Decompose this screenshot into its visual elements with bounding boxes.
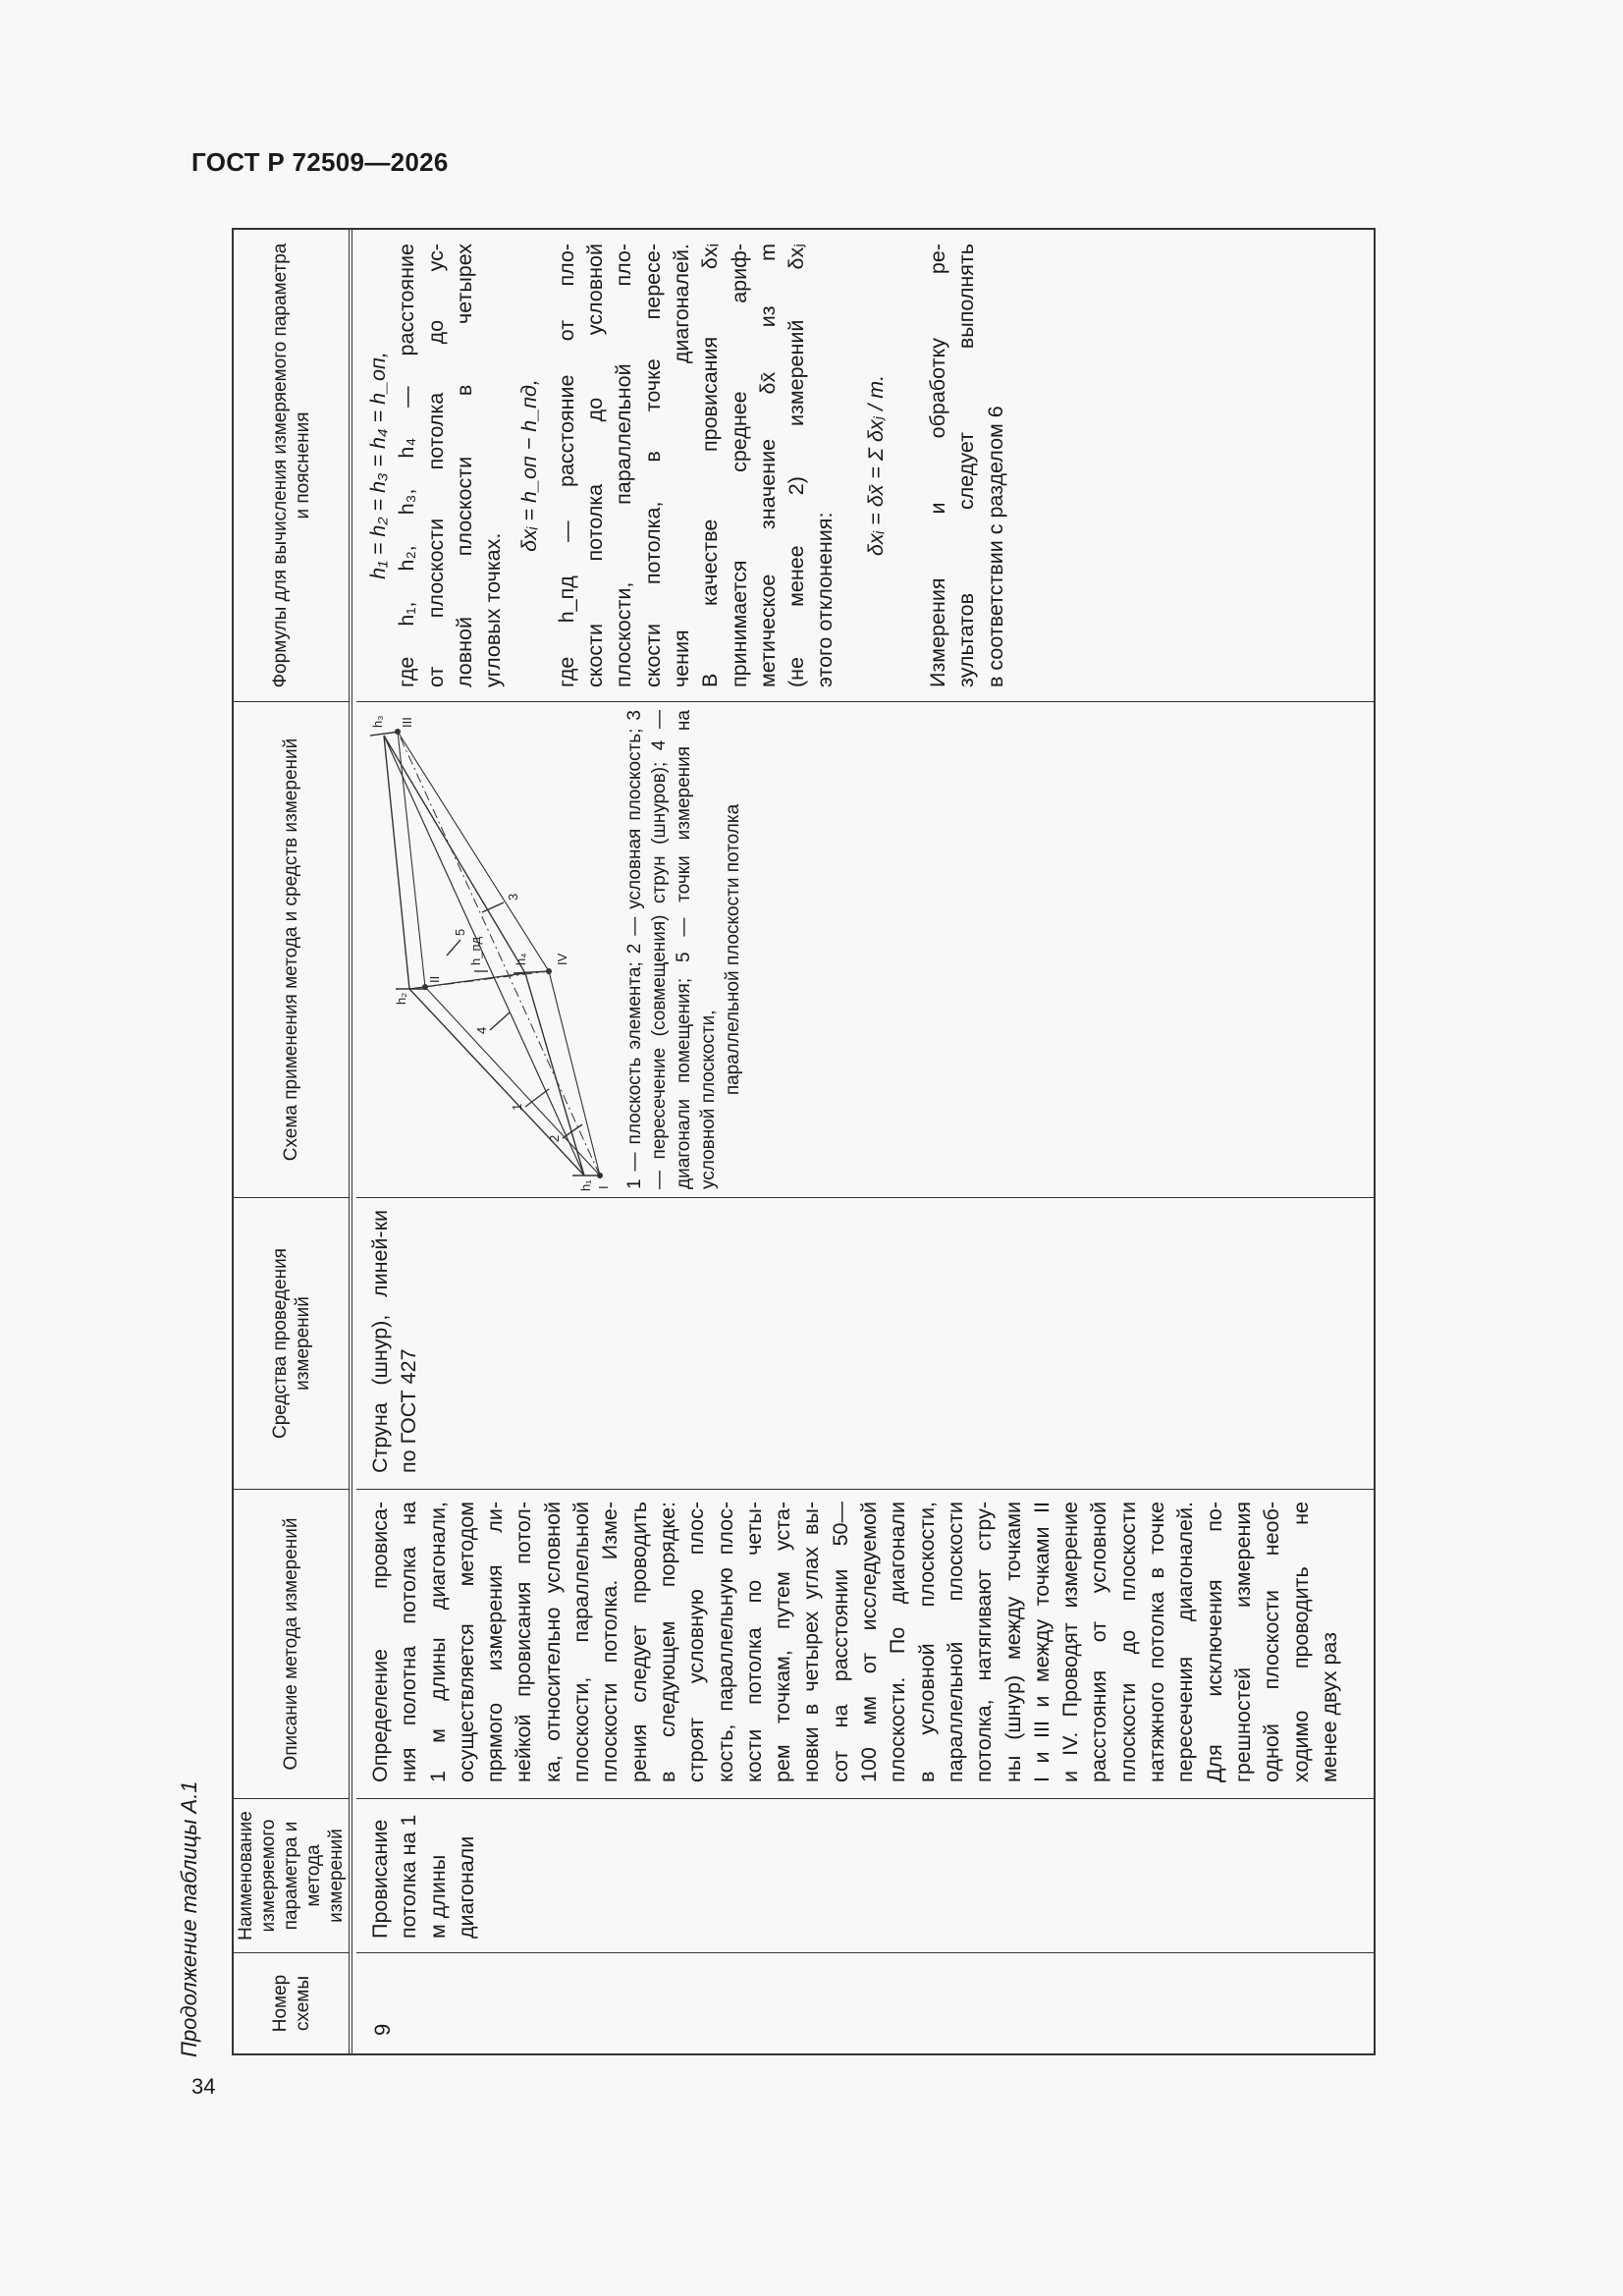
header-scheme: Схема применения метода и средств измерений <box>234 702 349 1198</box>
corner-label-iv: IV <box>555 953 569 965</box>
text-line: (не менее 2) измерений δxⱼ <box>784 244 809 687</box>
callout-5: 5 <box>453 928 467 936</box>
text-line: и IV. Проводят измерение <box>1058 1502 1083 1782</box>
height-label-h4: h₄ <box>514 953 528 965</box>
text-line: чения диагоналей. <box>669 244 693 687</box>
text-line: плоскости. По диагонали <box>886 1502 910 1782</box>
text-line: строят условную плос- <box>684 1502 709 1782</box>
text-line: нейкой провисания потол- <box>512 1502 536 1782</box>
text-line: кости потолка по четы- <box>741 1502 766 1782</box>
cell-scheme <box>356 702 1374 1198</box>
text-line: одной плоскости необ- <box>1260 1502 1284 1782</box>
page-number: 34 <box>191 2074 216 2099</box>
callout-1: 1 <box>510 1103 524 1111</box>
header-formulas: Формулы для вычисления измеряемого параметра и пояснения <box>234 230 349 702</box>
formula-sag-deviation: δxᵢ = h_оп − h_пд, <box>517 379 542 552</box>
text-line: 100 мм от исследуемой <box>857 1502 882 1782</box>
text-line: метическое значение δx̄ из m <box>755 244 780 687</box>
text-line: ны (шнур) между точками <box>1001 1502 1025 1782</box>
cell-formulas <box>356 230 1374 702</box>
formula-equal-heights: h₁ = h₂ = h₃ = h₄ = h_оп, <box>366 352 390 579</box>
text-line: плоскости до плоскости <box>1115 1502 1140 1782</box>
formula-mean-sag: δxᵢ = δx̄ = Σ δxⱼ / m. <box>863 374 888 557</box>
corner-label-i: I <box>596 1185 611 1189</box>
text-line: зультатов следует выполнять <box>954 244 979 687</box>
height-label-h3: h₃ <box>370 715 385 728</box>
text-line: 1 м длины диагонали, <box>425 1502 450 1782</box>
corner-label-ii: II <box>427 975 442 983</box>
text-line: ка, относительно условной <box>540 1502 565 1782</box>
height-label-h1: h₁ <box>578 1179 593 1191</box>
text-line: Для исключения по- <box>1202 1502 1226 1782</box>
text-line: где h₁, h₂, h₃, h₄ — расстояние <box>395 244 419 687</box>
text-line: В качестве провисания δxᵢ <box>698 244 723 687</box>
text-line: натяжного потолка в точке <box>1145 1502 1169 1782</box>
text-line: потолка, натягивают стру- <box>972 1502 997 1782</box>
text-line: от плоскости потолка до ус- <box>423 244 448 687</box>
cell-param-name: Провисание потолка на 1 м длины диагонали <box>356 1799 1374 1953</box>
text-line: скости потолка до условной <box>583 244 608 687</box>
text-line: расстояния от условной <box>1087 1502 1111 1782</box>
text-line: пересечения диагоналей. <box>1173 1502 1198 1782</box>
table-caption: Продолжение таблицы А.1 <box>177 1780 201 2057</box>
height-label-hpd: h_пд <box>468 936 483 965</box>
text-line: скости потолка, в точке пересе- <box>640 244 665 687</box>
text-line: этого отклонения: <box>813 512 838 687</box>
height-label-h2: h₂ <box>394 992 408 1005</box>
table-a1-continued <box>232 228 1376 2055</box>
table-header-row <box>234 230 352 2053</box>
method-description-text <box>356 1490 1344 1798</box>
diagram-legend: 1 — плоскость элемента; 2 — условная плоскость; 3 — пересечение (совмещения) струн (шнуров); 4 — диагонали помещения; 5 — точки измерения на условной плоскости, параллельной плоскости потолка <box>624 710 743 1189</box>
text-line: прямого измерения ли- <box>483 1502 508 1782</box>
text-line: сот на расстоянии 50— <box>828 1502 852 1782</box>
text-line: грешностей измерения <box>1230 1502 1255 1782</box>
header-method-description: Описание метода измерений <box>234 1490 349 1799</box>
callout-2: 2 <box>547 1134 562 1142</box>
text-line: Измерения и обработку ре- <box>926 244 950 687</box>
callout-3: 3 <box>506 893 520 901</box>
text-line: новки в четырех углах вы- <box>799 1502 824 1782</box>
text-line: кость, параллельную плос- <box>713 1502 737 1782</box>
header-param-name: Наименование измеряемого параметра и метода измерений <box>234 1799 349 1953</box>
text-line: плоскости, параллельной пло- <box>612 244 636 687</box>
table-row <box>356 230 1374 2053</box>
text-line: ловной плоскости в четырех <box>452 244 476 687</box>
ceiling-sag-diagram <box>356 701 612 1197</box>
text-line: I и III и между точками II <box>1029 1502 1054 1782</box>
text-line: менее двух раз <box>1317 1632 1341 1782</box>
formulas-text <box>356 230 1010 701</box>
text-line: Определение провиса- <box>368 1502 392 1782</box>
text-line: где h_пд — расстояние от пло- <box>554 244 578 687</box>
text-line: в следующем порядке: <box>655 1502 679 1782</box>
text-line: в соответствии с разделом 6 <box>983 406 1007 687</box>
text-line: плоскости, параллельной <box>569 1502 594 1782</box>
text-line: угловых точках. <box>481 532 506 687</box>
text-line: параллельной плоскости <box>943 1502 967 1782</box>
document-header: ГОСТ Р 72509—2026 <box>191 147 449 177</box>
text-line: рения следует проводить <box>626 1502 651 1782</box>
callout-4: 4 <box>474 1026 489 1034</box>
cell-instruments: Струна (шнур), линей-ки по ГОСТ 427 <box>356 1198 1374 1490</box>
text-line: в условной плоскости, <box>914 1502 939 1782</box>
cell-scheme-number: 9 <box>370 2023 395 2036</box>
text-line: ходимо проводить не <box>1288 1502 1313 1782</box>
text-line: ния полотна потолка на <box>397 1502 421 1782</box>
corner-label-iii: III <box>400 717 414 728</box>
text-line: принимается среднее ариф- <box>727 244 751 687</box>
text-line: плоскости потолка. Изме- <box>598 1502 622 1782</box>
text-line: осуществляется методом <box>454 1502 478 1782</box>
cell-method-description <box>356 1490 1374 1799</box>
header-scheme-number: Номер схемы <box>269 1974 313 2033</box>
header-instruments: Средства проведения измерений <box>234 1198 349 1490</box>
text-line: рем точкам, путем уста- <box>771 1502 795 1782</box>
